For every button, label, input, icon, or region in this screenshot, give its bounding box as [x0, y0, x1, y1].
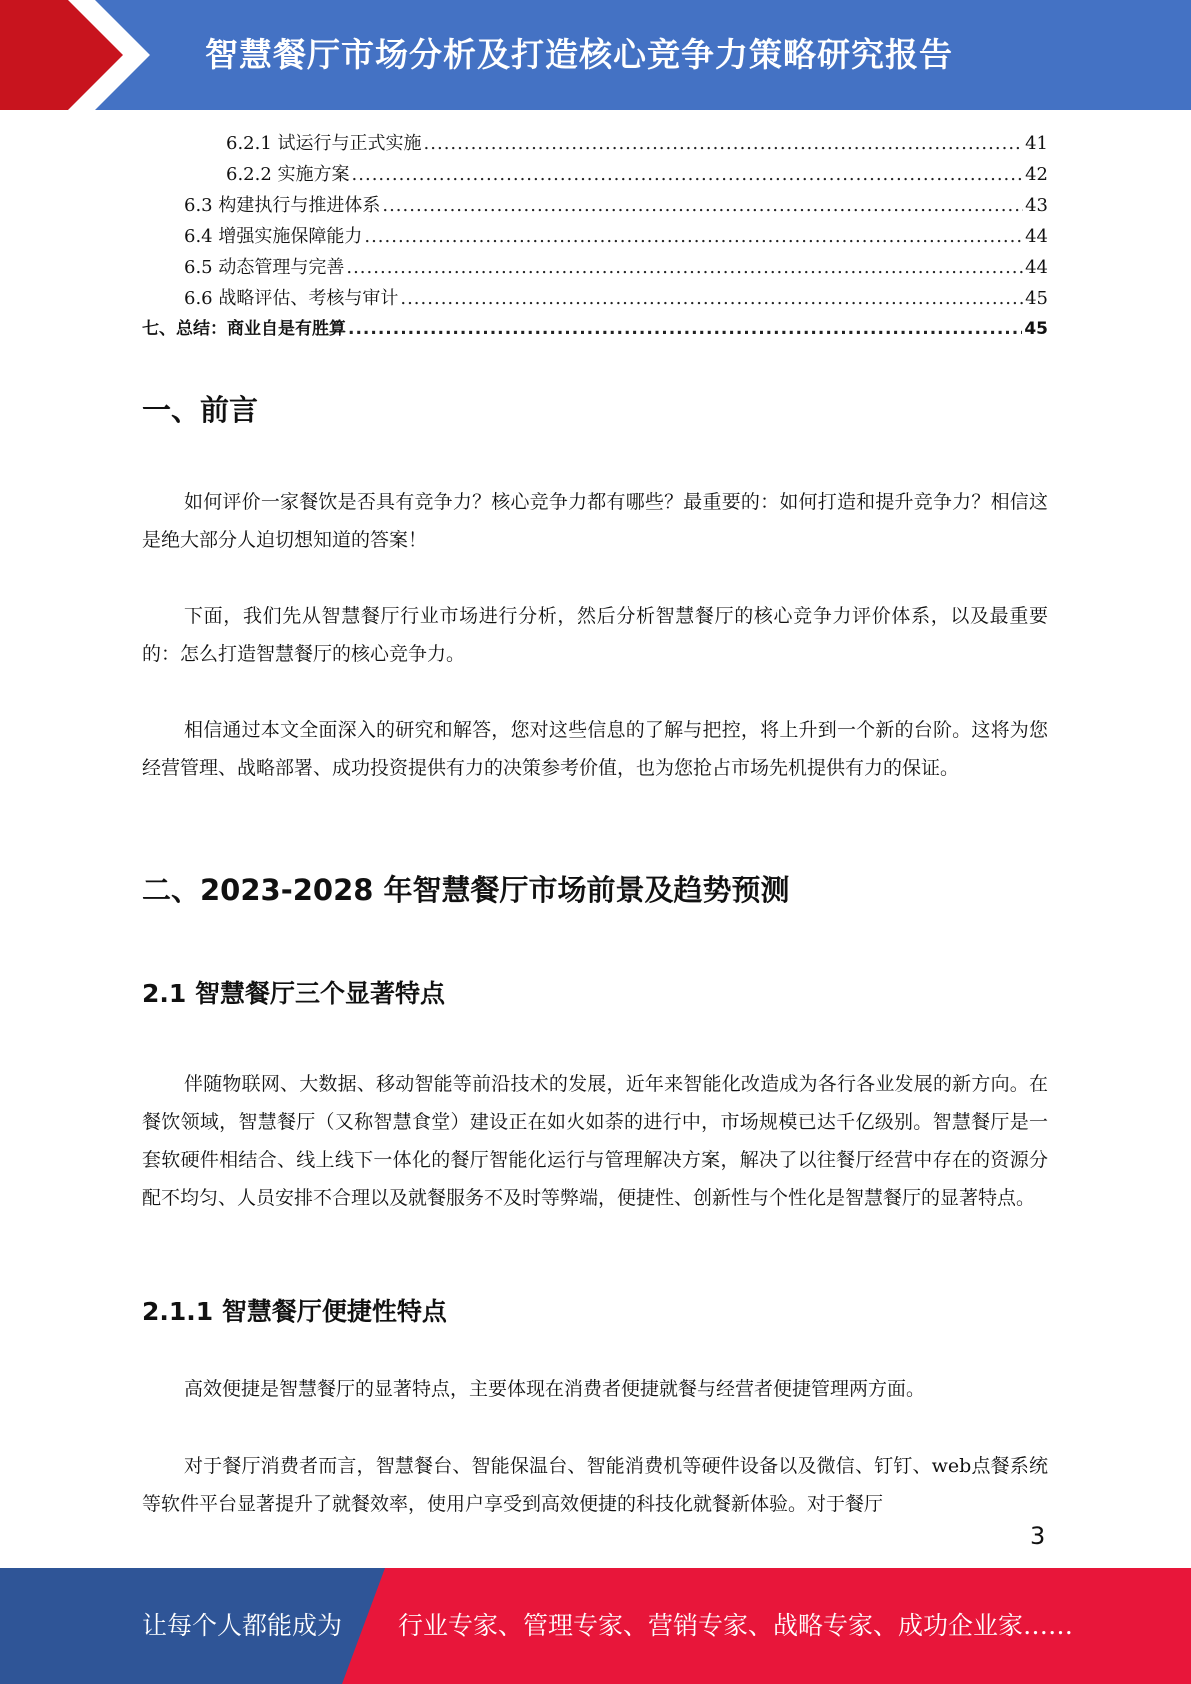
table-of-contents [142, 128, 1048, 345]
toc-entry-page: 44 [1025, 226, 1048, 247]
footer-slogan-left: 让每个人都能成为 [142, 1611, 343, 1640]
toc-entry-label: 6.2.1 试运行与正式实施 [226, 128, 424, 159]
toc-entry-page: 41 [1025, 133, 1048, 154]
toc-leader-dots [382, 190, 1023, 221]
body-paragraph: 伴随物联网、大数据、移动智能等前沿技术的发展，近年来智能化改造成为各行各业发展的新方向。在餐饮领域，智慧餐厅（又称智慧食堂）建设正在如火如荼的进行中，市场规模已达千亿级别。智慧餐厅是一套软硬件相结合、线上线下一体化的餐厅智能化运行与管理解决方案，解决了以往餐厅经营中存在的资源分配不均匀、人员安排不合理以及就餐服务不及时等弊端，便捷性、创新性与个性化是智慧餐厅的显著特点。 [142, 1073, 1048, 1209]
toc-entry-label: 七、总结：商业自是有胜算 [142, 314, 348, 345]
toc-entry-page: 45 [1025, 288, 1048, 309]
body-paragraph: 相信通过本文全面深入的研究和解答，您对这些信息的了解与把控，将上升到一个新的台阶。这将为您经营管理、战略部署、成功投资提供有力的决策参考价值，也为您抢占市场先机提供有力的保证。 [142, 719, 1048, 779]
toc-entry[interactable] [142, 283, 1048, 314]
toc-leader-dots [364, 221, 1023, 252]
toc-entry-label: 6.4 增强实施保障能力 [184, 221, 364, 252]
toc-entry[interactable] [142, 190, 1048, 221]
toc-entry-page: 43 [1025, 195, 1048, 216]
report-title: 智慧餐厅市场分析及打造核心竞争力策略研究报告 [205, 35, 953, 74]
body-paragraph: 对于餐厅消费者而言，智慧餐台、智能保温台、智能消费机等硬件设备以及微信、钉钉、web点餐系统等软件平台显著提升了就餐效率，使用户享受到高效便捷的科技化就餐新体验。对于餐厅 [142, 1455, 1048, 1515]
toc-entry-page: 45 [1024, 319, 1048, 339]
page-footer [0, 1568, 1191, 1684]
toc-entry-page: 44 [1025, 257, 1048, 278]
toc-leader-dots [352, 159, 1024, 190]
page-number: 3 [1030, 1522, 1046, 1550]
section-heading-market-outlook: 二、2023-2028 年智慧餐厅市场前景及趋势预测 [142, 873, 790, 907]
page-header [0, 0, 1191, 110]
toc-entry-label: 6.3 构建执行与推进体系 [184, 190, 382, 221]
toc-entry[interactable] [142, 128, 1048, 159]
toc-leader-dots [348, 314, 1022, 345]
toc-entry-label: 6.5 动态管理与完善 [184, 252, 346, 283]
body-paragraph: 如何评价一家餐饮是否具有竞争力？核心竞争力都有哪些？最重要的：如何打造和提升竞争力？相信这是绝大部分人迫切想知道的答案！ [142, 491, 1048, 551]
subsection-heading: 2.1.1 智慧餐厅便捷性特点 [142, 1297, 447, 1326]
toc-entry[interactable] [142, 221, 1048, 252]
toc-entry-label: 6.6 战略评估、考核与审计 [184, 283, 400, 314]
toc-leader-dots [424, 128, 1024, 159]
toc-entry-label: 6.2.2 实施方案 [226, 159, 352, 190]
toc-leader-dots [400, 283, 1023, 314]
body-paragraph: 下面，我们先从智慧餐厅行业市场进行分析，然后分析智慧餐厅的核心竞争力评价体系，以及最重要的：怎么打造智慧餐厅的核心竞争力。 [142, 605, 1048, 665]
toc-entry-page: 42 [1025, 164, 1048, 185]
subsection-heading: 2.1 智慧餐厅三个显著特点 [142, 979, 445, 1008]
footer-slogan-right: 行业专家、管理专家、营销专家、战略专家、成功企业家…… [398, 1611, 1074, 1640]
section-heading-preface: 一、前言 [142, 393, 259, 427]
toc-entry[interactable] [142, 159, 1048, 190]
toc-entry[interactable] [142, 252, 1048, 283]
toc-entry[interactable] [142, 314, 1048, 345]
toc-leader-dots [346, 252, 1023, 283]
body-paragraph: 高效便捷是智慧餐厅的显著特点，主要体现在消费者便捷就餐与经营者便捷管理两方面。 [184, 1378, 926, 1400]
